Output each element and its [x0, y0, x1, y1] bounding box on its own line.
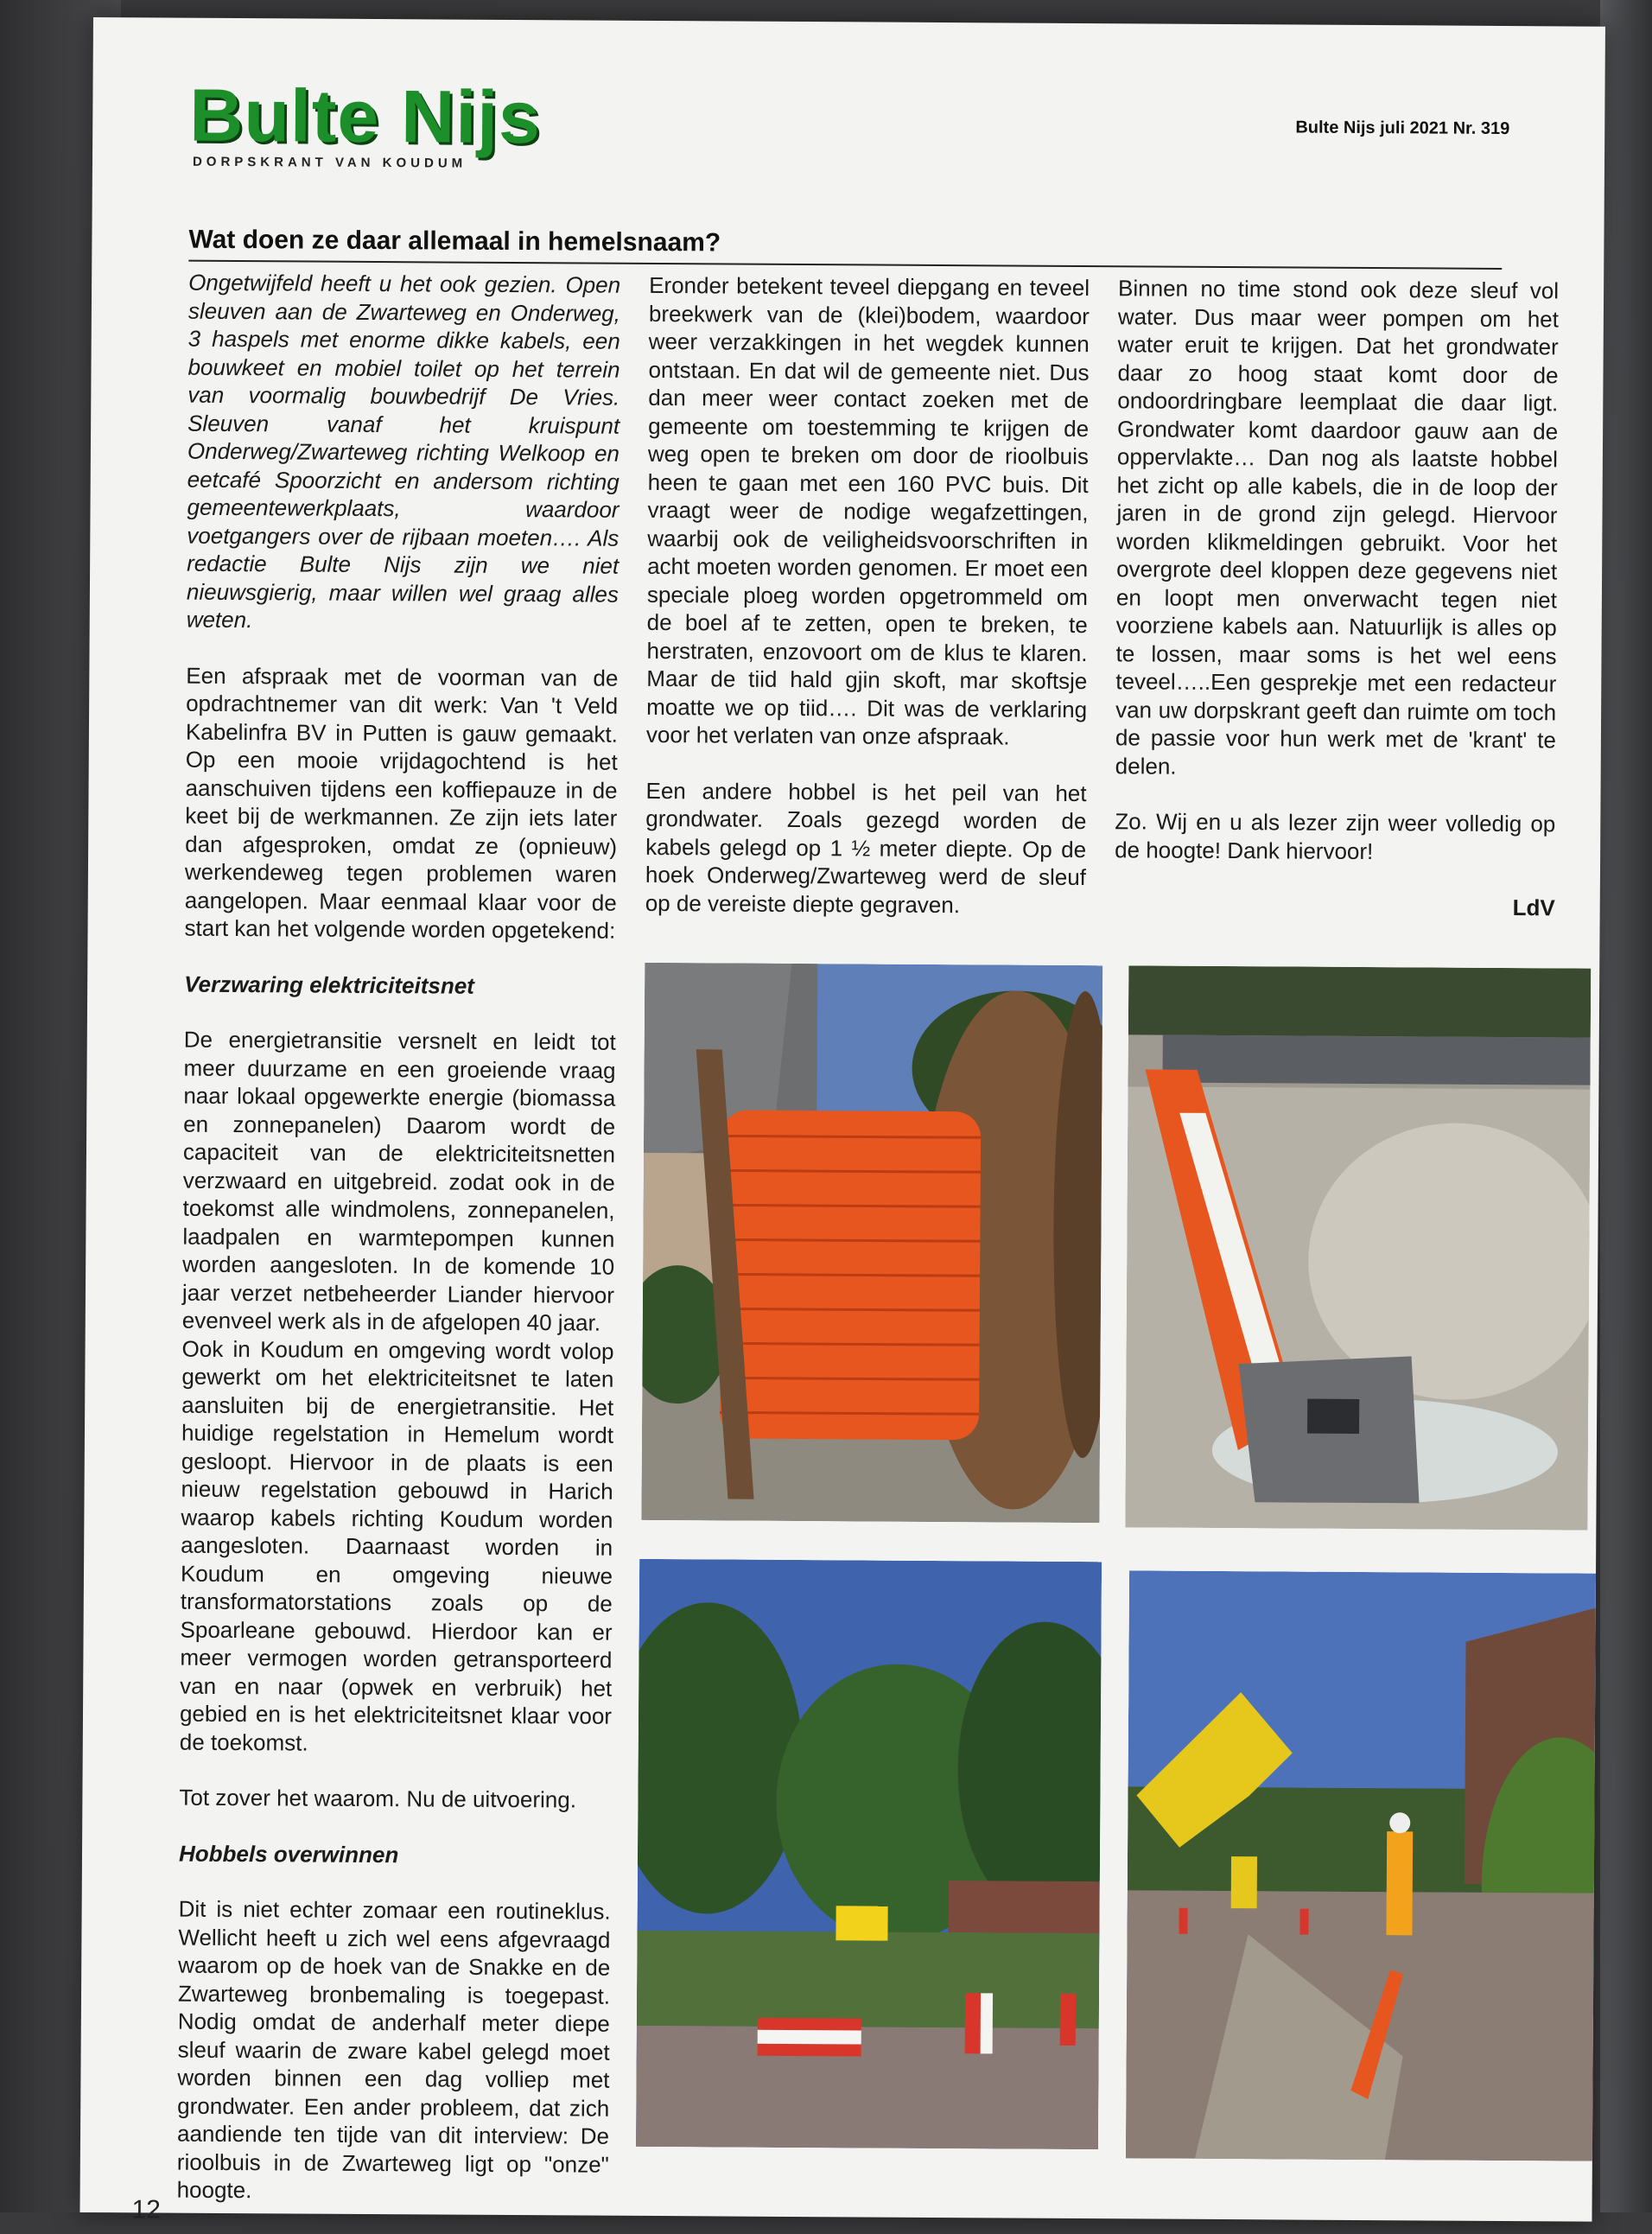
photo-road-barriers	[636, 1559, 1102, 2149]
newspaper-page	[79, 17, 1604, 2222]
photo-cable-reel	[641, 963, 1102, 1523]
article-headline: Wat doen ze daar allemaal in hemelsnaam?	[188, 226, 1502, 270]
photo-street-works	[1126, 1570, 1596, 2161]
paragraph-koudum-grid: Ook in Koudum en omgeving wordt volop gewerkt om het elektriciteitsnet te laten aansluiten bij de energietransitie. Het huidige regelstation in Hemelum wordt gesloopt. Hiervoor in de plaats is een nieuw regelstation gebouwd in Harich waarop kabels richting Koudum worden aangesloten. Daarnaast worden in Koudum en omgeving nieuwe transformatorstations zoals op de Spoarleane gebouwd. Hierdoor kan er meer vermogen worden getransporteerd van en naar (opwek en verbruik) het gebied en is het elektriciteitsnet klaar voor de toekomst.	[179, 1335, 614, 1756]
section-title-obstacles: Hobbels overwinnen	[178, 1840, 399, 1868]
paragraph-appointment: Een afspraak met de voorman van de opdrachtnemer van dit werk: Van 't Veld Kabelinfra BV in Putten is gauw gemaakt. Op een mooie vrijdagochtend is het aanschuiven tijdens een koffiepauze in de keet bij de werkmannen. Ze zijn iets later dan afgesproken, omdat ze (opnieuw) werkendeweg tegen problemen waren aangelopen. Maar eenmaal klaar voor de start kan het volgende worden opgetekend:	[184, 662, 619, 944]
article-intro: Ongetwijfeld heeft u het ook gezien. Open sleuven aan de Zwarteweg en Onderweg, 3 haspels met enorme dikke kabels, een bouwkeet en mobiel toilet op het terrein van voormalig bouwbedrijf De Vries. Sleuven vanaf het kruispunt Onderweg/Zwarteweg richting Welkoop en eetcafé Spoorzicht en andersom richting gemeentewerkplaats, waardoor voetgangers over de rijbaan moeten…. Als redactie Bulte Nijs zijn we niet nieuwsgierig, maar willen wel graag alles weten.	[186, 269, 621, 633]
column-1	[177, 269, 621, 2207]
photo-excavator-trench	[1125, 965, 1591, 1530]
page-number: 12	[131, 2195, 161, 2224]
column-3	[1114, 274, 1559, 950]
paragraph-energy-transition: De energietransitie versnelt en leidt tot meer duurzame en een groeiende vraag naar lokaal opgewerkte energie (biomassa en zonnepanelen) Daarom wordt de capaciteit van de elektriciteitsnetten verzwaard en uitgebreid. zodat ook in de toekomst alle windmolens, zonnepanelen, laadpalen en warmtepompen kunnen worden aangesloten. In de komende 10 jaar verzet netbeheerder Liander hiervoor evenveel werk als in de afgelopen 40 jaar.	[181, 1026, 616, 1336]
paragraph-routine: Dit is niet echter zomaar een routineklus. Wellicht heeft u zich wel eens afgevraagd waarom op de hoek van de Snakke en de Zwarteweg bronbemaling is toegepast. Nodig omdat de anderhalf meter diepe sleuf waarin de zware kabel gelegd moet worden binnen een dag volliep met grondwater. Een ander probleem, dat zich aandiende ten tijde van dit interview: De rioolbuis in de Zwarteweg ligt op "onze" hoogte.	[176, 1895, 611, 2204]
paragraph-groundwater: Een andere hobbel is het peil van het grondwater. Zoals gezegd worden de kabels gelegd op 1 ½ meter diepte. Op de hoek Onderweg/Zwarteweg werd de sleuf op de vereiste diepte gegraven.	[645, 777, 1087, 918]
issue-label: Bulte Nijs juli 2021 Nr. 319	[1295, 118, 1510, 139]
paragraph-closing: Zo. Wij en u als lezer zijn weer volledig op de hoogte! Dank hiervoor!	[1115, 808, 1556, 864]
section-title-grid: Verzwaring elektriciteitsnet	[184, 971, 474, 999]
paragraph-cables: Binnen no time stond ook deze sleuf vol water. Dus maar weer pompen om het water eruit te krijgen. Dat het grondwater daar zo hoog staat komt door de ondoordringbare leemplaat die daar ligt. Grondwater komt daardoor gauw aan de oppervlakte… Dan nog als laatste hobbel het zicht op alle kabels, die in de loop der jaren in de grond zijn gelegd. Hiervoor worden klikmeldingen gebruikt. Voor het overgrote deel kloppen deze gegevens niet en loopt men onverwacht tegen niet voorziene kabels aan. Natuurlijk is alles op te lossen, maar soms is het wel eens teveel…..Een gesprekje met een redacteur van uw dorpskrant geeft dan ruimte om toch de passie voor hun werk met de 'krant' te delen.	[1115, 275, 1560, 780]
column-2	[645, 271, 1090, 947]
masthead	[189, 73, 542, 171]
paragraph-sewer: Eronder betekent teveel diepgang en teveel breekwerk van de (klei)bodem, waardoor weer verzakkingen in het wegdek kunnen ontstaan. En dat wil de gemeente niet. Dus dan meer weer contact zoeken met de gemeente om toestemming te krijgen de weg open te breken om door de rioolbuis heen te gaan met een 160 PVC buis. Dit vraagt weer de nodige wegafzettingen, waarbij ook de veiligheidsvoorschriften in acht moeten worden genomen. Er moet een speciale ploeg worden opgetrommeld om de boel af te zetten, open te breken, te herstraten, enzovoort om de klus te klaren. Maar de tiid hald gjin skoft, mar skoftsje moatte we op tiid…. Dit was de verklaring voor het verlaten van onze afspraak.	[645, 271, 1090, 750]
paragraph-transition: Tot zover het waarom. Nu de uitvoering.	[179, 1784, 577, 1813]
background-right	[1600, 0, 1652, 2212]
author-signature: LdV	[1512, 894, 1555, 921]
newspaper-logo: Bulte Nijs	[189, 73, 542, 160]
newspaper-tagline: DORPSKRANT VAN KOUDUM	[192, 154, 467, 171]
